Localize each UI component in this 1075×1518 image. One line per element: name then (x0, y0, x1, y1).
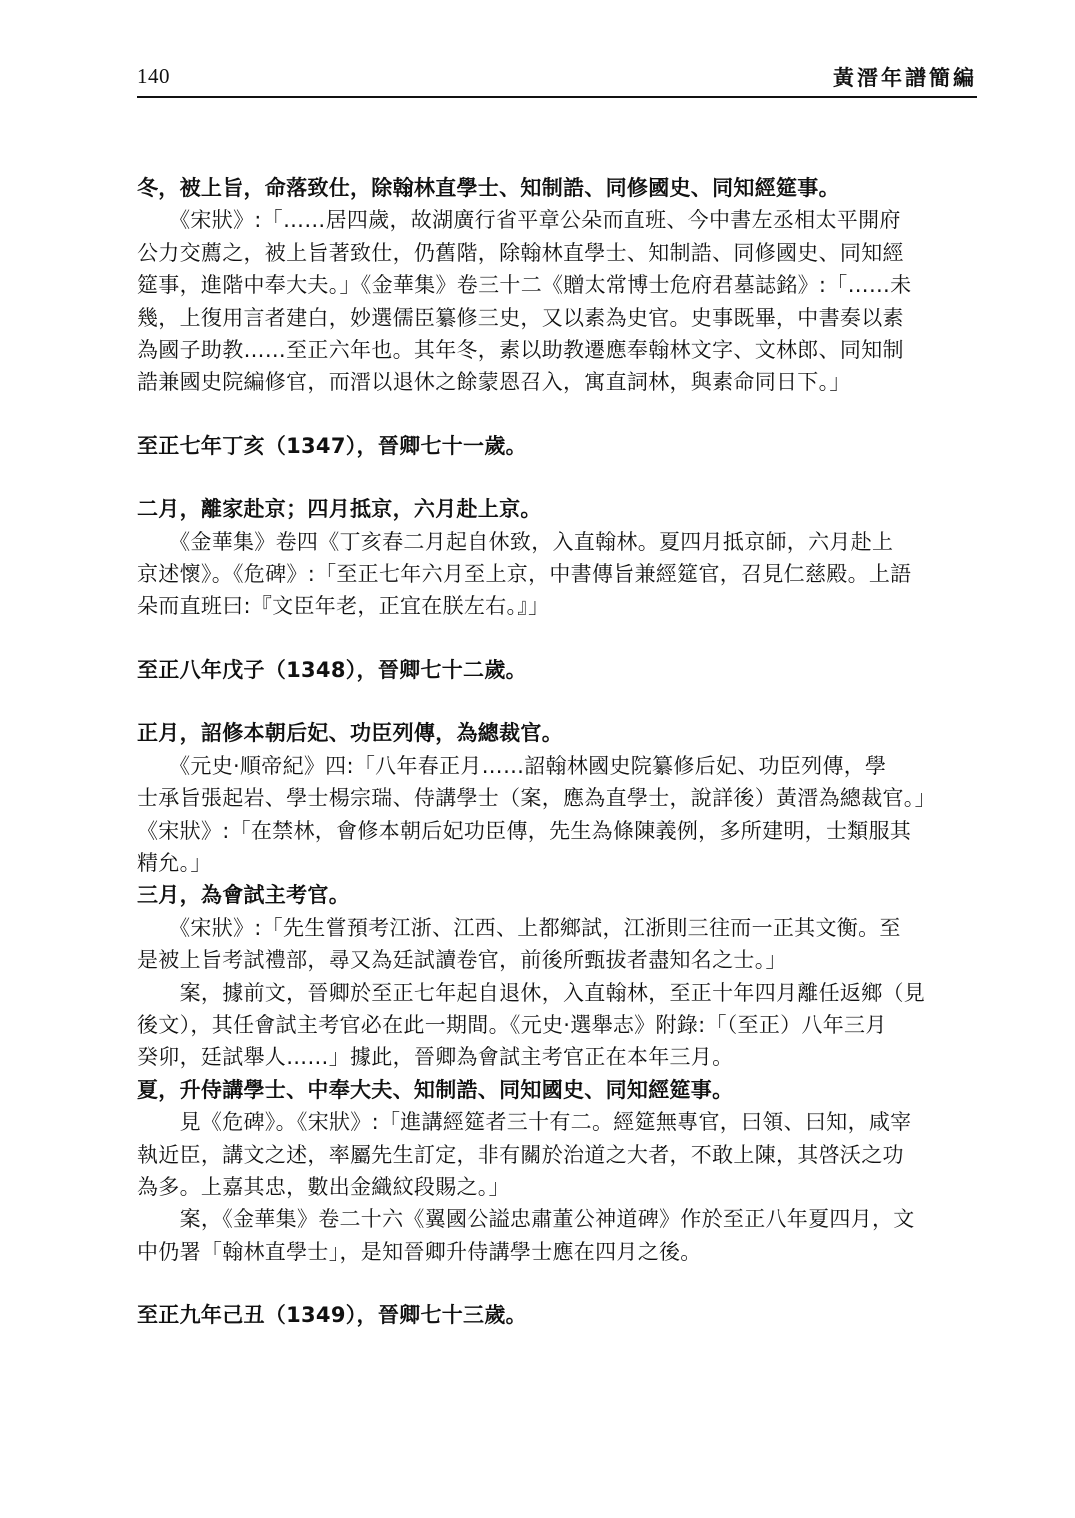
entry-heading (137, 430, 977, 462)
text-line: 見《危碑》。《宋狀》:「進講經筵者三十有二。經筵無專官，曰領、曰知，咸宰 (137, 1110, 912, 1135)
text-line: 為多。上嘉其忠，數出金織紋段賜之。」 (137, 1174, 510, 1199)
quotation-paragraph (137, 526, 977, 623)
text-line: 士承旨張起岩、學士楊宗瑞、侍講學士（案，應為直學士，說詳後）黃溍為總裁官。」 (137, 786, 936, 811)
text-line: 《宋狀》:「先生嘗預考江浙、江西、上都鄉試，江浙則三往而一正其文衡。至 (137, 915, 901, 940)
paragraph-gap (137, 399, 977, 430)
quotation-paragraph (137, 912, 977, 977)
page-number: 140 (137, 64, 170, 88)
text-line: 至正八年戊子（1348），晉卿七十二歲。 (137, 657, 527, 682)
entry-heading (137, 1299, 977, 1331)
entry-heading (137, 493, 977, 525)
text-line: 正月，詔修本朝后妃、功臣列傳，為總裁官。 (137, 721, 563, 746)
paragraph-gap (137, 1268, 977, 1299)
text-line: 幾，上復用言者建白，妙選儒臣纂修三史，又以素為史官。史事既畢，中書奏以素 (137, 305, 904, 330)
text-line: 案，據前文，晉卿於至正七年起自退休，入直翰林，至正十年四月離任返鄉（見 (137, 980, 926, 1005)
text-line: 《宋狀》:「……居四歲，故湖廣行省平章公朵而直班、今中書左丞相太平開府 (137, 208, 901, 233)
text-line: 京述懷》。《危碑》:「至正七年六月至上京，中書傳旨兼經筵官，召見仁慈殿。上語 (137, 562, 912, 587)
text-line: 案，《金華集》卷二十六《翼國公謚忠肅董公神道碑》作於至正八年夏四月，文 (137, 1207, 915, 1232)
quotation-paragraph (137, 1203, 977, 1268)
text-line: 是被上旨考試禮部，尋又為廷試讀卷官，前後所甄拔者盡知名之士。」 (137, 948, 787, 973)
quotation-paragraph (137, 977, 977, 1074)
entry-heading (137, 1074, 977, 1106)
text-line: 《金華集》卷四《丁亥春二月起自休致，入直翰林。夏四月抵京師，六月赴上 (137, 529, 894, 554)
text-line: 為國子助教……至正六年也。其年冬，素以助教遷應奉翰林文字、文林郎、同知制 (137, 338, 904, 363)
text-line: 執近臣，講文之述，率屬先生訂定，非有關於治道之大者，不敢上陳，其啓沃之功 (137, 1142, 904, 1167)
quotation-paragraph (137, 204, 977, 398)
text-line: 冬，被上旨，命落致仕，除翰林直學士、知制誥、同修國史、同知經筵事。 (137, 176, 840, 200)
text-line: 中仍署「翰林直學士」，是知晉卿升侍講學士應在四月之後。 (137, 1239, 702, 1264)
text-line: 誥兼國史院編修官，而溍以退休之餘蒙恩召入，寓直詞林，與素命同日下。」 (137, 370, 851, 395)
quotation-paragraph (137, 1106, 977, 1203)
body-text (137, 172, 977, 1332)
entry-heading (137, 879, 977, 911)
quotation-paragraph (137, 750, 977, 880)
text-line: 精允。」 (137, 850, 212, 875)
text-line: 癸卯，廷試舉人……」據此，晉卿為會試主考官正在本年三月。 (137, 1045, 734, 1070)
header-rule (137, 96, 977, 98)
text-line: 後文），其任會試主考官必在此一期間。《元史·選舉志》附錄:「（至正）八年三月 (137, 1012, 887, 1037)
text-line: 公力交薦之，被上旨著致仕，仍舊階，除翰林直學士、知制誥、同修國史、同知經 (137, 240, 904, 265)
entry-heading (137, 654, 977, 686)
entry-heading (137, 717, 977, 749)
text-line: 夏，升侍講學士、中奉大夫、知制誥、同知國史、同知經筵事。 (137, 1077, 734, 1102)
paragraph-gap (137, 686, 977, 717)
text-line: 筵事，進階中奉大夫。」《金華集》卷三十二《贈太常博士危府君墓誌銘》:「……未 (137, 273, 912, 298)
page-header (137, 58, 977, 98)
text-line: 二月，離家赴京；四月抵京，六月赴上京。 (137, 497, 542, 522)
text-line: 三月，為會試主考官。 (137, 883, 350, 908)
text-line: 至正七年丁亥（1347），晉卿七十一歲。 (137, 433, 527, 458)
running-title: 黃溍年譜簡編 (833, 66, 977, 90)
paragraph-gap (137, 462, 977, 493)
text-line: 《宋狀》:「在禁林，會修本朝后妃功臣傳，先生為條陳義例，多所建明，士類服其 (137, 818, 912, 843)
entry-heading (137, 172, 977, 204)
text-line: 《元史·順帝紀》四:「八年春正月……詔翰林國史院纂修后妃、功臣列傳，學 (137, 753, 887, 778)
text-line: 至正九年己丑（1349），晉卿七十三歲。 (137, 1303, 527, 1328)
paragraph-gap (137, 623, 977, 654)
text-line: 朵而直班曰:『文臣年老，正宜在朕左右。』」 (137, 594, 550, 619)
